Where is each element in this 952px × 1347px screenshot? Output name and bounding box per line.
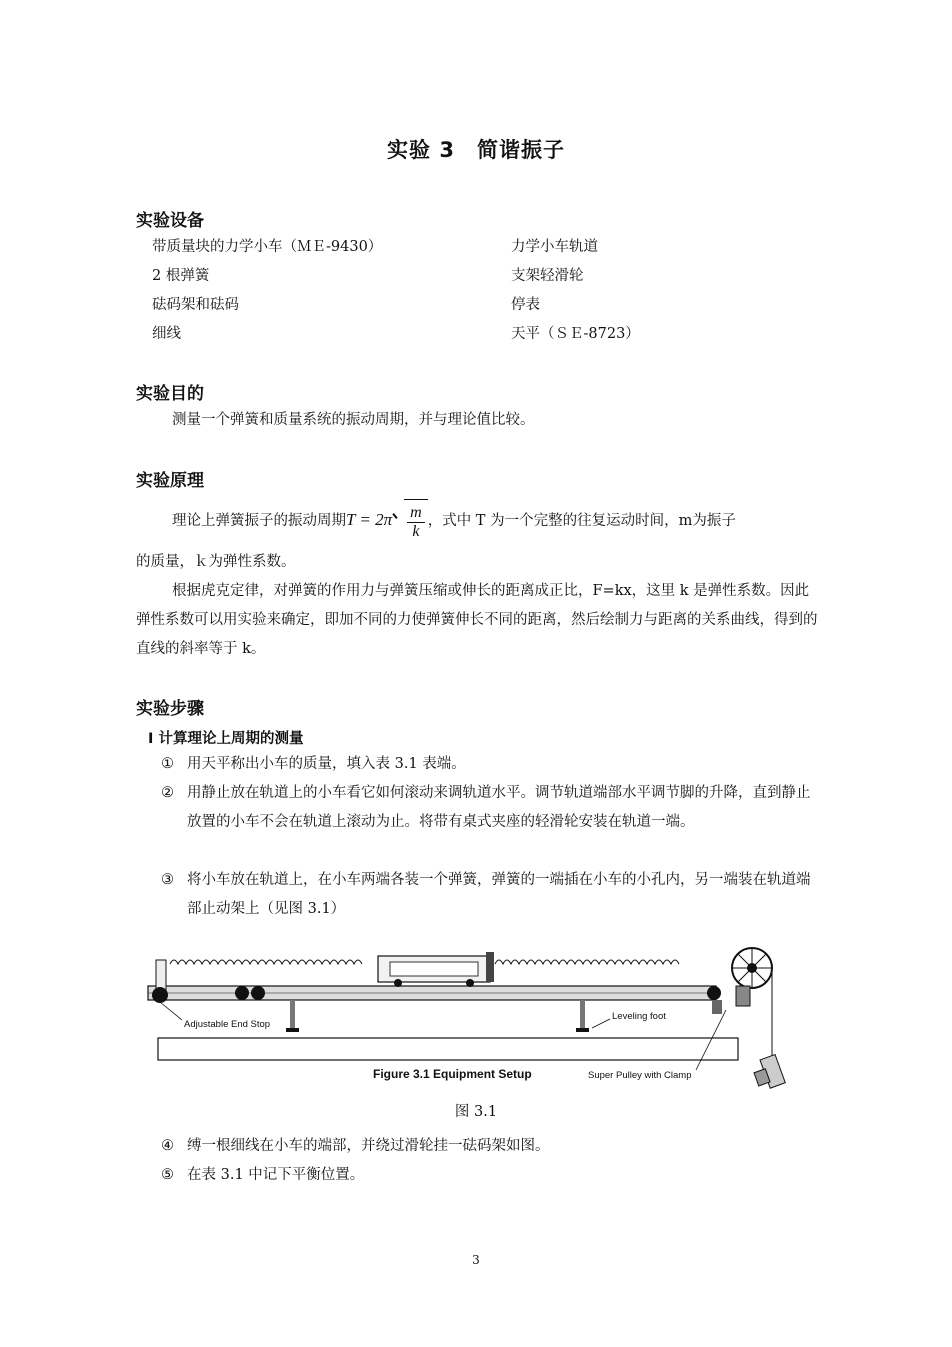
principle-para2: 根据虎克定律，对弹簧的作用力与弹簧压缩或伸长的距离成正比，F=kx，这里 k 是弹性系数。因此弹性系数可以用实验来确定，即加不同的力使弹簧伸长不同的距离，然后绘制力与距离的关系曲线，得到的直线的斜率等于 k。 — [136, 583, 818, 657]
step-4 — [161, 1132, 819, 1161]
step-3-mark: ③ — [161, 872, 174, 888]
step-3-text: 将小车放在轨道上，在小车两端各装一个弹簧，弹簧的一端插在小车的小孔内，另一端装在轨道端部止动架上（见图 3.1） — [187, 872, 811, 917]
equipment-heading: 实验设备 — [136, 211, 204, 231]
step-3 — [161, 866, 819, 924]
equipment-item-left-3: 砝码架和砝码 — [152, 297, 239, 313]
period-formula — [346, 498, 428, 544]
page-title: 实验 3 简谐振子 — [387, 138, 565, 162]
page-number: 3 — [472, 1253, 480, 1267]
purpose-text: 测量一个弹簧和质量系统的振动周期，并与理论值比较。 — [172, 412, 535, 428]
figure-inner-caption: Figure 3.1 Equipment Setup — [373, 1067, 532, 1081]
steps-subheading: Ⅰ 计算理论上周期的测量 — [148, 731, 304, 747]
sqrt-sign — [392, 499, 428, 544]
principle-line1 — [172, 498, 736, 542]
step-5 — [161, 1161, 819, 1190]
equipment-item-right-2: 支架轻滑轮 — [511, 268, 584, 284]
purpose-heading: 实验目的 — [136, 384, 204, 404]
principle-line1-after: ，式中 T 为一个完整的往复运动时间，m为振子 — [427, 512, 736, 529]
step-1-mark: ① — [161, 756, 174, 772]
equipment-item-left-2: 2 根弹簧 — [152, 268, 210, 284]
equipment-item-right-1: 力学小车轨道 — [511, 239, 598, 255]
principle-line1-before: 理论上弹簧振子的振动周期 — [172, 512, 346, 529]
step-5-text: 在表 3.1 中记下平衡位置。 — [187, 1167, 365, 1183]
step-2-text: 用静止放在轨道上的小车看它如何滚动来调轨道水平。调节轨道端部水平调节脚的升降，直到静止放置的小车不会在轨道上滚动为止。将带有桌式夹座的轻滑轮安装在轨道一端。 — [187, 785, 811, 830]
equipment-item-left-1: 带质量块的力学小车（ＭＥ-9430） — [152, 239, 383, 255]
step-1-text: 用天平称出小车的质量，填入表 3.1 表端。 — [187, 756, 466, 772]
equipment-item-right-3: 停表 — [511, 297, 540, 313]
step-5-mark: ⑤ — [161, 1167, 174, 1183]
steps-heading: 实验步骤 — [136, 699, 204, 719]
step-1 — [161, 750, 819, 779]
principle-heading: 实验原理 — [136, 471, 204, 491]
formula-numerator: m — [407, 504, 425, 523]
equipment-figure — [140, 942, 800, 1102]
formula-t: T = 2π — [346, 510, 393, 529]
equipment-item-right-4: 天平（ＳＥ-8723） — [511, 326, 640, 342]
label-end-stop: Adjustable End Stop — [184, 1019, 271, 1030]
step-2-mark: ② — [161, 785, 174, 801]
equipment-item-left-4: 细线 — [152, 326, 181, 342]
principle-line2: 的质量，ｋ为弹性系数。 — [136, 554, 296, 570]
step-2 — [161, 779, 819, 837]
formula-denominator: k — [412, 523, 420, 541]
figure-caption: 图 3.1 — [454, 1104, 498, 1120]
label-leveling-foot: Leveling foot — [612, 1011, 666, 1022]
label-pulley: Super Pulley with Clamp — [588, 1070, 692, 1081]
step-4-mark: ④ — [161, 1138, 174, 1154]
step-4-text: 缚一根细线在小车的端部，并绕过滑轮挂一砝码架如图。 — [187, 1138, 550, 1154]
